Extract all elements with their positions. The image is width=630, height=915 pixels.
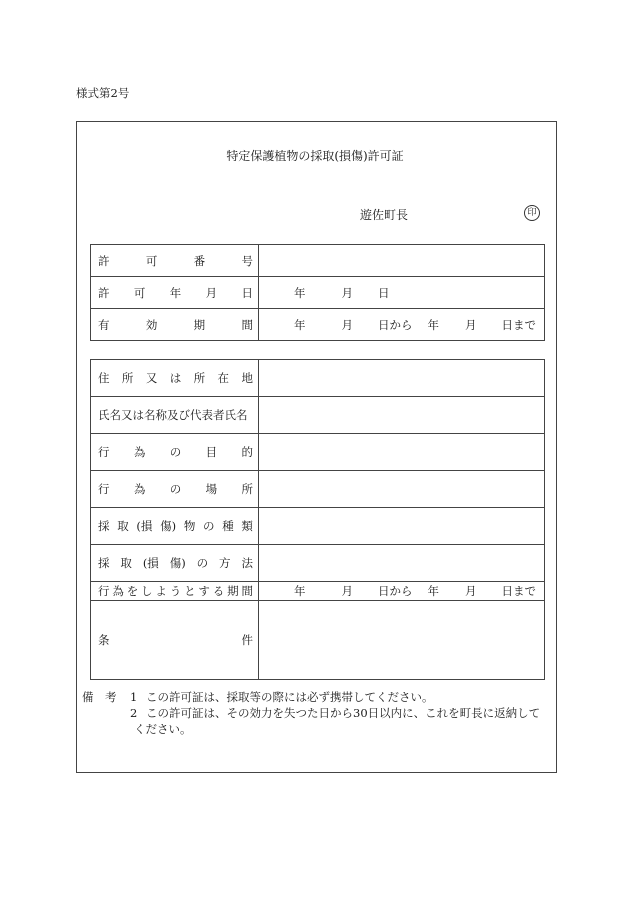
species-field[interactable] <box>259 508 545 545</box>
address-label: 住 所 又 は 所 在 地 <box>91 360 259 397</box>
purpose-row <box>91 434 545 471</box>
seal-mark: 印 <box>524 205 540 221</box>
issuer-name: 遊佐町長 <box>360 208 409 222</box>
permit-info-table <box>90 244 545 341</box>
validity-row <box>91 309 545 341</box>
permit-date-field[interactable]: 年 月 日 <box>259 277 545 309</box>
permit-number-field[interactable] <box>259 245 545 277</box>
document-title: 特定保護植物の採取(損傷)許可証 <box>226 149 404 163</box>
purpose-label: 行 為 の 目 的 <box>91 434 259 471</box>
name-field[interactable] <box>259 397 545 434</box>
validity-field[interactable]: 年 月 日から 年 月 日まで <box>259 309 545 341</box>
form-number: 様式第2号 <box>76 86 130 100</box>
permit-date-row <box>91 277 545 309</box>
period-field[interactable]: 年 月 日から 年 月 日まで <box>259 582 545 601</box>
purpose-field[interactable] <box>259 434 545 471</box>
name-row <box>91 397 545 434</box>
species-row <box>91 508 545 545</box>
permit-number-label: 許 可 番 号 <box>91 245 259 277</box>
validity-label: 有 効 期 間 <box>91 309 259 341</box>
name-label: 氏名又は名称及び代表者氏名 <box>91 397 259 434</box>
address-field[interactable] <box>259 360 545 397</box>
remarks-heading: 備 考 <box>82 690 117 704</box>
remark-item-2: 2 この許可証は、その効力を失つた日から30日以内に、これを町長に返納して <box>130 706 541 720</box>
place-row <box>91 471 545 508</box>
conditions-label: 条 件 <box>91 601 259 680</box>
place-label: 行 為 の 場 所 <box>91 471 259 508</box>
conditions-field[interactable] <box>259 601 545 680</box>
permit-number-row <box>91 245 545 277</box>
period-label: 行 為 を し よ う と す る 期 間 <box>91 582 259 601</box>
address-row <box>91 360 545 397</box>
method-label: 採 取 (損 傷) の 方 法 <box>91 545 259 582</box>
period-row <box>91 582 545 601</box>
species-label: 採 取 (損 傷) 物 の 種 類 <box>91 508 259 545</box>
permit-date-label: 許 可 年 月 日 <box>91 277 259 309</box>
remark-item-1: 備 考 1 この許可証は、採取等の際には必ず携帯してください。 <box>82 690 434 704</box>
conditions-row <box>91 601 545 680</box>
applicant-info-table <box>90 359 545 680</box>
remarks <box>82 689 542 737</box>
remark-item-2-cont: ください。 <box>134 722 192 736</box>
method-field[interactable] <box>259 545 545 582</box>
method-row <box>91 545 545 582</box>
place-field[interactable] <box>259 471 545 508</box>
